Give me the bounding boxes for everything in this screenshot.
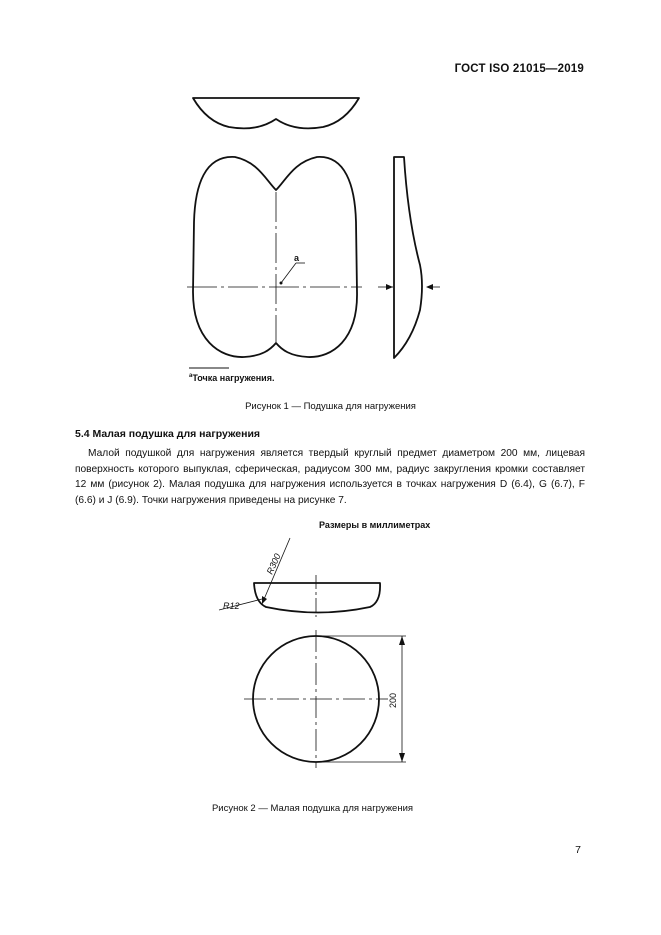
- standard-number: ГОСТ ISO 21015—2019: [454, 63, 584, 75]
- figure-2-caption: Рисунок 2 — Малая подушка для нагружения: [211, 803, 414, 814]
- radius-large-label: R300: [264, 552, 283, 576]
- section-heading: 5.4 Малая подушка для нагружения: [75, 428, 261, 440]
- dimensions-note: Размеры в миллиметрах: [319, 520, 431, 530]
- page-number: 7: [575, 844, 581, 856]
- radius-edge-label: R12: [223, 601, 240, 611]
- paragraph-text: Малой подушкой для нагружения является твердый круглый предмет диаметром 200 мм, лицевая поверхность которого выпуклая, сферическая, радиусом 300 мм, радиус закругления кромки составляет 12 мм (рисунок 2). Малая подушка для нагружения используется в точках нагружения D (6.4), G (6.7), F (6.6) и J (6.9). Точки нагружения приведены на рисунке 7.: [75, 448, 585, 506]
- footnote-text: Точка нагружения.: [192, 373, 275, 383]
- diameter-label: 200: [388, 692, 398, 708]
- small-cushion-profile: [254, 583, 380, 613]
- figure-1-caption: Рисунок 1 — Подушка для нагружения: [245, 401, 416, 412]
- load-point-callout: a: [294, 253, 300, 263]
- footnote-marker: a: [189, 373, 193, 379]
